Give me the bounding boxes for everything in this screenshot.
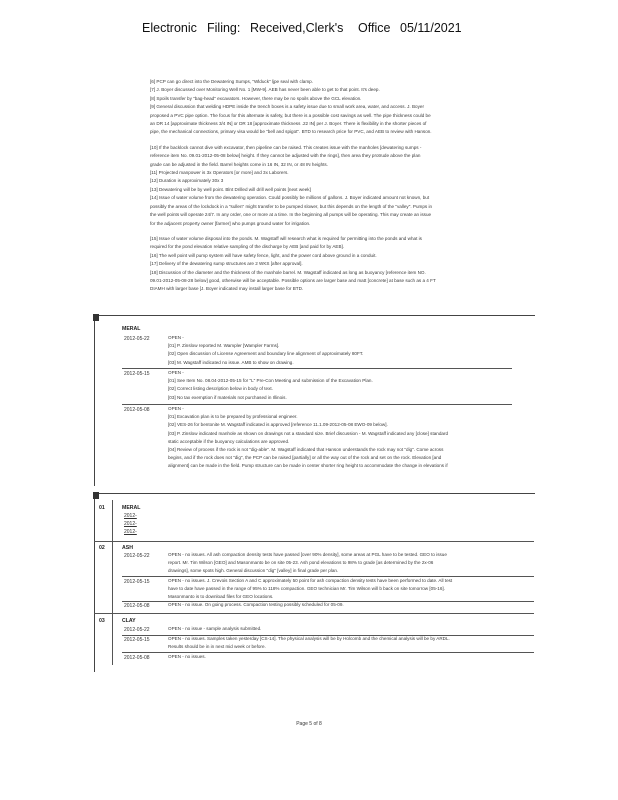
entry-text: OPEN - no issue. On going process. Compaction testing possibly scheduled for 05-09. — [168, 602, 344, 607]
note-line: reference item No. 09.01-2012-05-08 below] height. If they cannot be adjusted with the rings], then area they protrude above the plan — [150, 153, 421, 159]
entry-date: 2012- — [124, 513, 137, 519]
stamp-received: Received,Clerk's — [250, 21, 344, 35]
note-line: [12] Duration is approximately 30x 3 — [150, 178, 224, 184]
entry-text: OPEN - [01] See Item No. 08.04-2012-05-15 for "L" Pre-Con Meeting and submission of the Excavation Plan. [02] Correct listing description below in body of text. [03] No tax exemption if materials not purchased in Illinois. — [168, 370, 373, 400]
note-line: [7] J. Boyer discussed over Monitoring Well No. 1 [MW-9]. AEB has never been able to get to that point. It's deep. — [150, 87, 380, 93]
stamp-electronic: Electronic — [142, 21, 197, 35]
entry-text: OPEN - no issues. J. Crevois Section A and C approximately 50 point for ash compaction density tests have been performed to date. All test have to date have passed in the range of 95% to 118% compaction. GEO technician Mr. Tim Wilson will b back on site tomorrow [05-16]. Masonmanto is to download files for GEO locations. — [168, 578, 453, 600]
page-number: Page 5 of 8 — [296, 721, 322, 727]
entry-date: 2012-05-08 — [124, 655, 150, 661]
note-line: 09.01-2012-05-08-28 below] good, otherwise will be acceptable. Possible options are larger base and matt [concrete] at base such as a 4 FT — [150, 277, 436, 283]
entry-text: OPEN - [01] Excavation plan is to be prepared by professional engineer. [02] VES-26 for bentonite M. Wagstaff indicated is approved [reference 11.1.09-2012-05-08 EWO-09 below]. [03] P. Zinslow indicated manhole as shown on drawings not a standard size. Brief discussion - M. Wagstaff indicated any [close] standard static acceptable if the buoyancy calculations are approved. [04] Review of process if the rock is not "dig-able". M. Wagstaff indicated that Hanson understands the rock may not "dig". Come across begins, and if the rock does not "dig", the PCP can be raised [partially] or all the way out of the rock and set on the rock. Elevation [and alignment] can be made in the field. Pump structure can be made in center shorter ring height to accommodate the change in elevations if — [168, 406, 449, 469]
item-number: 02 — [99, 545, 105, 551]
note-line: an DR 14 [approximate thickness 3/4 IN] or DR 18 [approximate thickness .22 IN] per J. Boyer. There is flexibility in the shorter pieces of — [150, 121, 427, 127]
entry-text: OPEN - no issue - sample analysis submitted. — [168, 626, 262, 631]
note-line: DIAMH with larger base [J. Boyer indicated may install larger base for BTD. — [150, 286, 304, 292]
filing-stamp — [0, 21, 618, 37]
section-marker — [93, 314, 99, 321]
note-line: [11] Projected manpower is 3x Operators [or more] and 3x Laborers. — [150, 170, 289, 176]
entry-date: 2012-05-22 — [124, 553, 150, 559]
row-divider — [94, 541, 534, 542]
category-label: MERAL — [122, 505, 141, 511]
note-line: [13] Dewatering will be by well point. Blnt Drilled will drill well points [next week] — [150, 186, 311, 192]
note-line: [15] Issue of water volume disposal into the ponds. M. Wagstaff will research what is required for permitting into the ponds and what is — [150, 235, 422, 241]
section-marker — [93, 492, 99, 499]
item-number: 03 — [99, 618, 105, 624]
note-line: [10] If the backlock cannot dive with excavator, then pipeline can be raised. This creates issue with the manholes [dewatering sumps - — [150, 144, 422, 150]
note-line: [16] The well point will pump system will have safety fence, light, and the power cord above ground in a conduit. — [150, 252, 377, 258]
stamp-filing: Filing: — [207, 21, 241, 35]
entry-date: 2012-05-22 — [124, 336, 150, 342]
entry-date: 2012-05-08 — [124, 603, 150, 609]
entry-date: 2012- — [124, 529, 137, 535]
row-divider — [94, 613, 534, 614]
stamp-office: Office — [358, 21, 391, 35]
entry-date: 2012-05-22 — [124, 627, 150, 633]
note-line: [8] Spoils transfer by "bag-head" excavators. However, there may be no spoils above the GCL elevation. — [150, 95, 362, 101]
entry-text: OPEN - [01] P. Zinslow reported M. Wampler [Wampler Farms]. [02] Open discussion of License Agreement and boundary line alignment of approximately 80FT. [03] M. Wagstaff indicated no issue. AMB to show on drawing. — [168, 335, 364, 365]
entry-date: 2012-05-15 — [124, 637, 150, 643]
entry-date: 2012- — [124, 521, 137, 527]
note-line: [18] Discussion of the diameter and the thickness of the manhole barrel. M. Wagstaff indicated as long as buoyancy [reference item NO. — [150, 269, 426, 275]
category-label: ASH — [122, 545, 133, 551]
note-line: proposed a PVC pipe option. The focus for this alternate is safety, but there is a possible cost savings as well. The pipe thickness could be — [150, 112, 431, 118]
item-number: 01 — [99, 505, 105, 511]
entry-date: 2012-05-08 — [124, 407, 150, 413]
note-line: required for the pond elevation relative sampling of the discharge by AEB [and paid for by AEB]. — [150, 244, 345, 250]
note-line: [9] General discussion that welding HDPE inside the trench boxes is a safety issue due to small work area, water, and access. J. Boyer — [150, 104, 424, 110]
column-divider — [112, 500, 113, 665]
stamp-date: 05/11/2021 — [400, 21, 462, 35]
meeting-notes-continued — [150, 78, 525, 294]
category-label: MERAL — [122, 326, 141, 332]
category-label: CLAY — [122, 618, 136, 624]
note-line: [6] PCP can go direct into the Dewatering Sumps, "Wlduck" ljpe seal with clamp. — [150, 79, 314, 84]
entry-date: 2012-05-15 — [124, 371, 150, 377]
note-line: possibly the areas of the lockdock in a "sullen" might transfer to be pumped slower, but this depends on the length of the "valley". Pumps in — [150, 203, 433, 209]
entry-text: OPEN - no issues. All ash compaction density tests have passed [over 90% density], some areas at PGL have to be tested. GEO to issue report. Mr. Tim Wilson [GEO] and Masonmanto be on site 05-23. Ash pond elevations to 98% to grade [as determined by the 2x-06 drawings], some spots high. General discussion "dig" [valley] in final grade per plan. — [168, 552, 447, 574]
note-line: for the adjacent property owner [farmer] who pumps ground water for irrigation. — [150, 220, 311, 226]
note-line: [17] Delivery of the dewatering sump structures are 2 WKS [after approval]. — [150, 261, 303, 267]
entry-text: OPEN - no issues. — [168, 654, 206, 659]
note-line: pipe, the mechanical connections, primary visa would be "bell and spigot". BTD to research price for PVC, and AEB to review with Hanson. — [150, 129, 432, 135]
note-line: the well points will operate 24/7. In any order, one or more at a time. In the beginning all pumps will be operating. This may create an issue — [150, 212, 432, 218]
entry-text: OPEN - no issues. Samples taken yesterday [CS-14]. The physical analysis will be by Holcomb and the chemical analysis will be by ARDL. Results should be in in next mid week or before. — [168, 636, 450, 650]
note-line: [14] Issue of water volume from the dewatering operation. Could possibly be millions of gallons. J. Boyer indicated amount not known, but — [150, 195, 430, 201]
note-line: grade can be adjusted in the field. Barrel heights come in 16 IN, 32 IN, or 48 IN heights. — [150, 161, 328, 167]
entry-date: 2012-05-15 — [124, 579, 150, 585]
